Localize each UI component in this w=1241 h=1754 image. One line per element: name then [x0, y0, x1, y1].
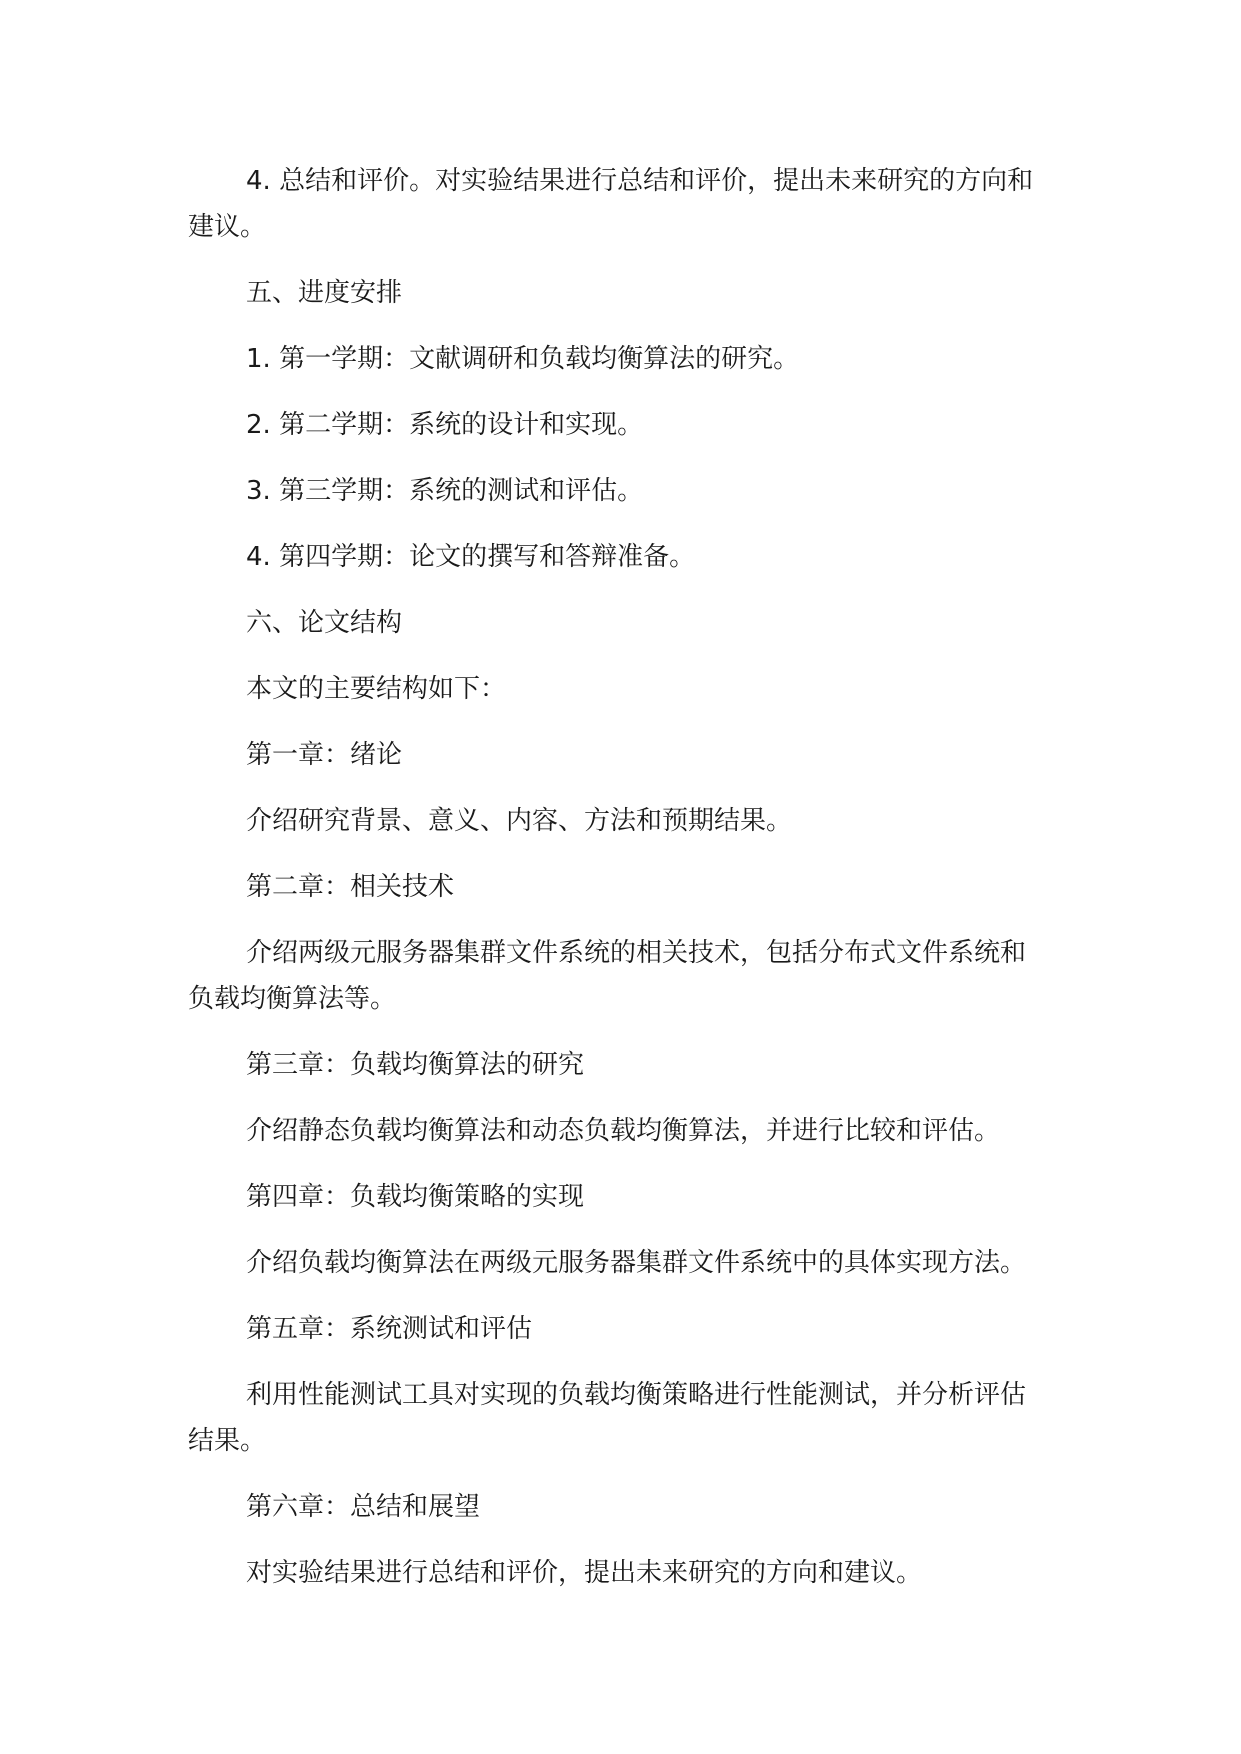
chapter-5-desc: 利用性能测试工具对实现的负载均衡策略进行性能测试，并分析评估结果。: [188, 1380, 1027, 1456]
schedule-item-1: 1. 第一学期：文献调研和负载均衡算法的研究。: [246, 344, 800, 374]
schedule-item-2: 2. 第二学期：系统的设计和实现。: [246, 410, 644, 440]
schedule-item-4: 4. 第四学期：论文的撰写和答辩准备。: [246, 542, 696, 572]
chapter-2-title: 第二章：相关技术: [246, 872, 455, 902]
document-body: [188, 158, 1048, 1616]
chapter-3-desc: 介绍静态负载均衡算法和动态负载均衡算法，并进行比较和评估。: [246, 1116, 1001, 1146]
chapter-1-title: 第一章：绪论: [246, 740, 403, 770]
structure-intro: 本文的主要结构如下：: [246, 674, 507, 704]
section-heading-schedule: 五、进度安排: [246, 278, 403, 308]
chapter-4-desc: 介绍负载均衡算法在两级元服务器集群文件系统中的具体实现方法。: [246, 1248, 1027, 1278]
chapter-3-title: 第三章：负载均衡算法的研究: [246, 1050, 585, 1080]
chapter-6-title: 第六章：总结和展望: [246, 1492, 481, 1522]
chapter-5-title: 第五章：系统测试和评估: [246, 1314, 533, 1344]
schedule-item-3: 3. 第三学期：系统的测试和评估。: [246, 476, 644, 506]
paragraph-summary-evaluation: 4. 总结和评价。对实验结果进行总结和评价，提出未来研究的方向和建议。: [188, 166, 1034, 242]
chapter-1-desc: 介绍研究背景、意义、内容、方法和预期结果。: [246, 806, 793, 836]
section-heading-structure: 六、论文结构: [246, 608, 403, 638]
chapter-6-desc: 对实验结果进行总结和评价，提出未来研究的方向和建议。: [246, 1558, 923, 1588]
chapter-4-title: 第四章：负载均衡策略的实现: [246, 1182, 585, 1212]
chapter-2-desc: 介绍两级元服务器集群文件系统的相关技术，包括分布式文件系统和负载均衡算法等。: [188, 938, 1027, 1014]
